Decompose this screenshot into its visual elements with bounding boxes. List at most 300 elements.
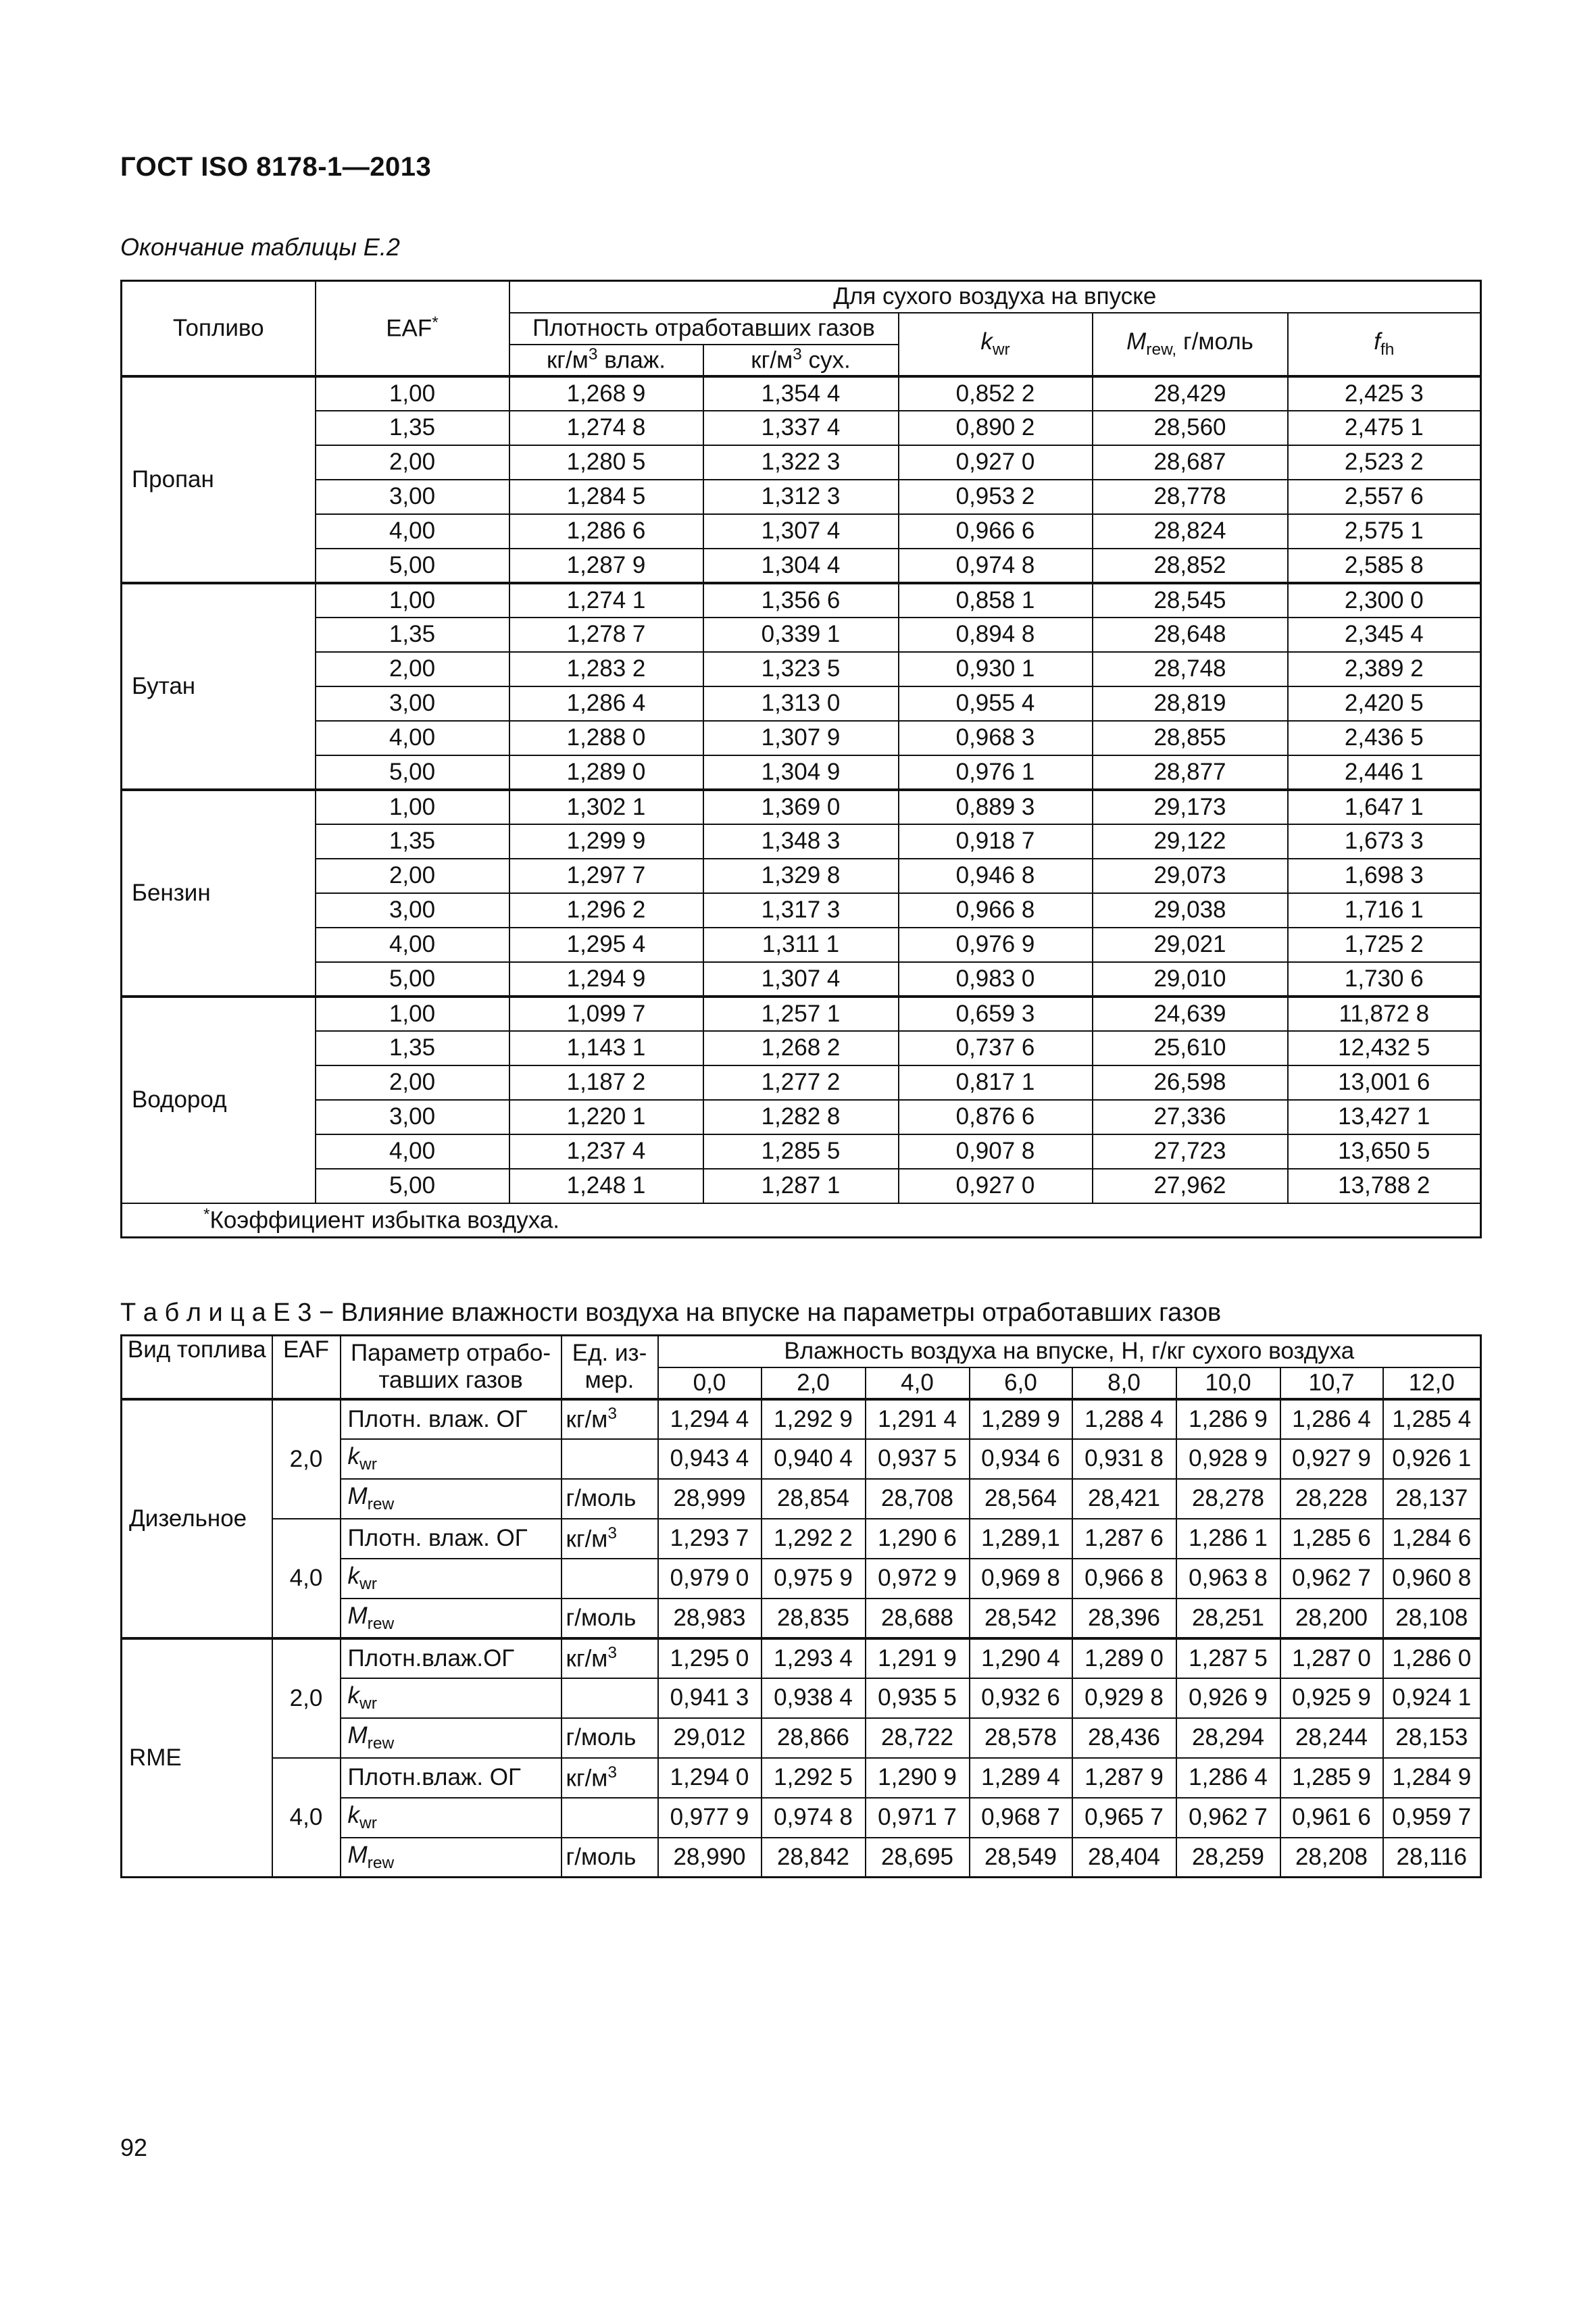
value-cell: 0,968 7: [970, 1798, 1072, 1838]
density-dry-cell: 1,322 3: [703, 445, 899, 480]
density-wet-cell: 1,295 4: [509, 928, 703, 962]
unit-superscript: 3: [607, 1644, 618, 1663]
header-wet-unit: $кг/м^3$ влаж.: [509, 345, 703, 376]
value-cell: 0,937 5: [866, 1439, 970, 1479]
value-cell: 28,396: [1072, 1599, 1176, 1638]
kwr-cell: 0,894 8: [899, 618, 1093, 652]
ffh-cell: 2,389 2: [1288, 652, 1481, 686]
density-wet-cell: 1,287 9: [509, 549, 703, 583]
density-dry-cell: 1,307 9: [703, 721, 899, 755]
mrew-cell: 29,038: [1093, 893, 1288, 928]
mrew-cell: 29,021: [1093, 928, 1288, 962]
value-cell: 1,286 9: [1176, 1399, 1280, 1439]
density-dry-cell: 1,317 3: [703, 893, 899, 928]
value-cell: 0,943 4: [658, 1439, 762, 1479]
ffh-cell: 2,523 2: [1288, 445, 1481, 480]
value-cell: 1,287 0: [1280, 1638, 1383, 1678]
value-cell: 0,928 9: [1176, 1439, 1280, 1479]
kwr-cell: 0,858 1: [899, 583, 1093, 618]
value-cell: 1,289 4: [970, 1758, 1072, 1798]
parameter-symbol: k: [347, 1802, 359, 1828]
value-cell: 1,285 9: [1280, 1758, 1383, 1798]
value-cell: 0,925 9: [1280, 1678, 1383, 1718]
eaf-cell: 4,0: [272, 1758, 341, 1878]
value-cell: 0,960 8: [1383, 1559, 1481, 1599]
value-cell: 0,974 8: [762, 1798, 866, 1838]
mrew-cell: 28,560: [1093, 411, 1288, 445]
unit-cell: [562, 1838, 658, 1878]
table-row: [122, 893, 1481, 928]
value-cell: 28,278: [1176, 1479, 1280, 1519]
eaf-cell: 2,00: [316, 1065, 509, 1100]
header-humidity-value: 8,0: [1072, 1367, 1176, 1399]
parameter-subscript: rew: [367, 1853, 395, 1872]
value-cell: 0,941 3: [658, 1678, 762, 1718]
value-cell: 1,290 9: [866, 1758, 970, 1798]
density-wet-cell: 1,299 9: [509, 824, 703, 859]
table-row: [122, 549, 1481, 583]
kwr-cell: 0,983 0: [899, 962, 1093, 997]
header-humidity-value: 4,0: [866, 1367, 970, 1399]
parameter-subscript: rew: [367, 1734, 395, 1753]
value-cell: 1,286 1: [1176, 1519, 1280, 1559]
table-row: [122, 721, 1481, 755]
value-cell: 0,935 5: [866, 1678, 970, 1718]
kwr-cell: 0,955 4: [899, 686, 1093, 721]
density-dry-cell: 1,348 3: [703, 824, 899, 859]
value-cell: 1,289 0: [1072, 1638, 1176, 1678]
kwr-cell: 0,976 9: [899, 928, 1093, 962]
header-dry-unit: $кг/м^3$ сух.: [703, 345, 899, 376]
density-wet-cell: 1,297 7: [509, 859, 703, 893]
value-cell: 28,578: [970, 1718, 1072, 1758]
kwr-cell: 0,852 2: [899, 376, 1093, 411]
value-cell: 28,244: [1280, 1718, 1383, 1758]
eaf-cell: 1,00: [316, 997, 509, 1031]
unit-cell: [562, 1798, 658, 1838]
kwr-cell: 0,659 3: [899, 997, 1093, 1031]
unit-cell: [562, 1479, 658, 1519]
density-dry-cell: 1,323 5: [703, 652, 899, 686]
table-row: [122, 686, 1481, 721]
mrew-cell: 28,855: [1093, 721, 1288, 755]
eaf-cell: 1,00: [316, 583, 509, 618]
mrew-cell: 28,748: [1093, 652, 1288, 686]
value-cell: 1,284 9: [1383, 1758, 1481, 1798]
value-cell: 1,285 4: [1383, 1399, 1481, 1439]
density-wet-cell: 1,248 1: [509, 1169, 703, 1203]
parameter-cell: Плотн.влаж. ОГ: [341, 1758, 562, 1798]
value-cell: 0,959 7: [1383, 1798, 1481, 1838]
value-cell: 1,287 6: [1072, 1519, 1176, 1559]
value-cell: 0,975 9: [762, 1559, 866, 1599]
value-cell: 28,842: [762, 1838, 866, 1878]
eaf-cell: 5,00: [316, 962, 509, 997]
value-cell: 28,708: [866, 1479, 970, 1519]
mrew-cell: 28,687: [1093, 445, 1288, 480]
parameter-cell: [341, 1798, 562, 1838]
ffh-cell: 1,716 1: [1288, 893, 1481, 928]
mrew-cell: 29,073: [1093, 859, 1288, 893]
value-cell: 28,259: [1176, 1838, 1280, 1878]
parameter-symbol: M: [347, 1841, 368, 1868]
value-cell: 1,293 4: [762, 1638, 866, 1678]
kwr-cell: 0,918 7: [899, 824, 1093, 859]
value-cell: 28,564: [970, 1479, 1072, 1519]
kwr-cell: 0,974 8: [899, 549, 1093, 583]
eaf-cell: 1,35: [316, 1031, 509, 1065]
parameter-cell: [341, 1678, 562, 1718]
ffh-cell: 12,432 5: [1288, 1031, 1481, 1065]
ffh-cell: 13,427 1: [1288, 1100, 1481, 1134]
ffh-cell: 2,300 0: [1288, 583, 1481, 618]
table-row: [122, 618, 1481, 652]
value-cell: 28,999: [658, 1479, 762, 1519]
mrew-cell: 24,639: [1093, 997, 1288, 1031]
value-cell: 0,931 8: [1072, 1439, 1176, 1479]
kwr-cell: 0,966 8: [899, 893, 1093, 928]
value-cell: 1,293 7: [658, 1519, 762, 1559]
mrew-cell: 28,545: [1093, 583, 1288, 618]
mrew-cell: 27,962: [1093, 1169, 1288, 1203]
fuel-cell: Бутан: [122, 583, 316, 790]
unit-text: г/моль: [566, 1843, 637, 1870]
table-row: [122, 480, 1481, 514]
ffh-cell: 2,475 1: [1288, 411, 1481, 445]
value-cell: 1,292 9: [762, 1399, 866, 1439]
value-cell: 1,291 9: [866, 1638, 970, 1678]
parameter-symbol: k: [347, 1682, 359, 1709]
value-cell: 28,990: [658, 1838, 762, 1878]
density-dry-cell: 1,312 3: [703, 480, 899, 514]
value-cell: 1,290 6: [866, 1519, 970, 1559]
value-cell: 1,290 4: [970, 1638, 1072, 1678]
density-dry-cell: 1,257 1: [703, 997, 899, 1031]
unit-superscript: 3: [607, 1763, 618, 1782]
eaf-cell: 2,0: [272, 1399, 341, 1519]
kwr-cell: 0,889 3: [899, 790, 1093, 824]
kwr-cell: 0,876 6: [899, 1100, 1093, 1134]
parameter-subscript: rew: [367, 1495, 395, 1513]
density-wet-cell: 1,268 9: [509, 376, 703, 411]
density-dry-cell: 1,285 5: [703, 1134, 899, 1169]
table-row: [122, 1031, 1481, 1065]
unit-text: кг/м: [566, 1645, 608, 1672]
table-row: [122, 997, 1481, 1031]
unit-cell: [562, 1519, 658, 1559]
table-row: [122, 962, 1481, 997]
table-row: [122, 1134, 1481, 1169]
value-cell: 1,284 6: [1383, 1519, 1481, 1559]
value-cell: 28,208: [1280, 1838, 1383, 1878]
unit-cell: [562, 1758, 658, 1798]
kwr-cell: 0,966 6: [899, 514, 1093, 549]
density-wet-cell: 1,294 9: [509, 962, 703, 997]
header-humidity: Влажность воздуха на впуске, H, г/кг сухого воздуха: [658, 1336, 1481, 1367]
value-cell: 1,292 5: [762, 1758, 866, 1798]
header-humidity-value: 6,0: [970, 1367, 1072, 1399]
density-dry-cell: 0,339 1: [703, 618, 899, 652]
eaf-cell: 1,00: [316, 790, 509, 824]
header-eaf: EAF*: [316, 281, 509, 376]
unit-cell: [562, 1678, 658, 1718]
unit-cell: [562, 1559, 658, 1599]
density-dry-cell: 1,277 2: [703, 1065, 899, 1100]
density-wet-cell: 1,099 7: [509, 997, 703, 1031]
value-cell: 1,288 4: [1072, 1399, 1176, 1439]
value-cell: 0,927 9: [1280, 1439, 1383, 1479]
table-row: [122, 376, 1481, 411]
value-cell: 28,542: [970, 1599, 1072, 1638]
value-cell: 0,977 9: [658, 1798, 762, 1838]
unit-cell: [562, 1399, 658, 1439]
parameter-cell: [341, 1599, 562, 1638]
density-dry-cell: 1,329 8: [703, 859, 899, 893]
value-cell: 0,966 8: [1072, 1559, 1176, 1599]
unit-superscript: 3: [607, 1405, 618, 1424]
header-humidity-value: 0,0: [658, 1367, 762, 1399]
ffh-cell: 2,557 6: [1288, 480, 1481, 514]
value-cell: 28,549: [970, 1838, 1072, 1878]
value-cell: 1,286 0: [1383, 1638, 1481, 1678]
mrew-cell: 26,598: [1093, 1065, 1288, 1100]
value-cell: 0,961 6: [1280, 1798, 1383, 1838]
ffh-cell: 1,673 3: [1288, 824, 1481, 859]
value-cell: 0,926 1: [1383, 1439, 1481, 1479]
parameter-symbol: M: [347, 1722, 368, 1749]
value-cell: 0,962 7: [1280, 1559, 1383, 1599]
value-cell: 0,926 9: [1176, 1678, 1280, 1718]
density-dry-cell: 1,304 4: [703, 549, 899, 583]
header-humidity-value: 2,0: [762, 1367, 866, 1399]
density-wet-cell: 1,302 1: [509, 790, 703, 824]
density-dry-cell: 1,307 4: [703, 514, 899, 549]
density-wet-cell: 1,283 2: [509, 652, 703, 686]
page-number: 92: [120, 2134, 148, 2161]
header-density: Плотность отработавших газов: [509, 313, 899, 345]
value-cell: 1,294 0: [658, 1758, 762, 1798]
kwr-cell: 0,890 2: [899, 411, 1093, 445]
eaf-cell: 4,00: [316, 514, 509, 549]
ffh-cell: 2,446 1: [1288, 755, 1481, 790]
eaf-cell: 4,00: [316, 721, 509, 755]
value-cell: 0,962 7: [1176, 1798, 1280, 1838]
density-wet-cell: 1,274 8: [509, 411, 703, 445]
ffh-cell: 13,001 6: [1288, 1065, 1481, 1100]
density-wet-cell: 1,187 2: [509, 1065, 703, 1100]
value-cell: 28,835: [762, 1599, 866, 1638]
fuel-type-cell: RME: [122, 1638, 272, 1878]
ffh-cell: 11,872 8: [1288, 997, 1481, 1031]
value-cell: 1,289,1: [970, 1519, 1072, 1559]
eaf-cell: 2,00: [316, 445, 509, 480]
mrew-cell: 28,778: [1093, 480, 1288, 514]
parameter-cell: Плотн.влаж.ОГ: [341, 1638, 562, 1678]
table-e3: [120, 1334, 1482, 1878]
kwr-cell: 0,817 1: [899, 1065, 1093, 1100]
value-cell: 28,200: [1280, 1599, 1383, 1638]
ffh-cell: 2,425 3: [1288, 376, 1481, 411]
eaf-cell: 1,35: [316, 411, 509, 445]
eaf-cell: 5,00: [316, 1169, 509, 1203]
density-dry-cell: 1,282 8: [703, 1100, 899, 1134]
value-cell: 0,972 9: [866, 1559, 970, 1599]
header-dry-air: Для сухого воздуха на впуске: [509, 281, 1481, 313]
value-cell: 28,116: [1383, 1838, 1481, 1878]
value-cell: 1,295 0: [658, 1638, 762, 1678]
density-dry-cell: 1,304 9: [703, 755, 899, 790]
mrew-cell: 28,877: [1093, 755, 1288, 790]
table-row: [122, 514, 1481, 549]
unit-text: кг/м: [566, 1765, 608, 1792]
value-cell: 28,251: [1176, 1599, 1280, 1638]
unit-text: кг/м: [566, 1526, 608, 1553]
eaf-cell: 3,00: [316, 480, 509, 514]
table-row: [122, 1169, 1481, 1203]
value-cell: 1,287 5: [1176, 1638, 1280, 1678]
parameter-cell: Плотн. влаж. ОГ: [341, 1519, 562, 1559]
density-wet-cell: 1,296 2: [509, 893, 703, 928]
kwr-cell: 0,968 3: [899, 721, 1093, 755]
header-ffh: $f_{fh}$: [1288, 313, 1481, 376]
value-cell: 0,924 1: [1383, 1678, 1481, 1718]
table-row: [122, 411, 1481, 445]
table-e2: [120, 280, 1482, 1238]
table-row: [122, 1638, 1481, 1678]
eaf-cell: 2,00: [316, 652, 509, 686]
value-cell: 28,108: [1383, 1599, 1481, 1638]
density-wet-cell: 1,289 0: [509, 755, 703, 790]
mrew-cell: 29,173: [1093, 790, 1288, 824]
eaf-cell: 3,00: [316, 1100, 509, 1134]
eaf-cell: 4,00: [316, 1134, 509, 1169]
value-cell: 0,969 8: [970, 1559, 1072, 1599]
mrew-cell: 27,336: [1093, 1100, 1288, 1134]
value-cell: 29,012: [658, 1718, 762, 1758]
density-wet-cell: 1,280 5: [509, 445, 703, 480]
density-dry-cell: 1,356 6: [703, 583, 899, 618]
value-cell: 28,866: [762, 1718, 866, 1758]
value-cell: 1,285 6: [1280, 1519, 1383, 1559]
value-cell: 28,421: [1072, 1479, 1176, 1519]
header-fuel: Топливо: [122, 281, 316, 376]
ffh-cell: 2,345 4: [1288, 618, 1481, 652]
density-wet-cell: 1,288 0: [509, 721, 703, 755]
ffh-cell: 1,647 1: [1288, 790, 1481, 824]
density-dry-cell: 1,313 0: [703, 686, 899, 721]
table-row: [122, 1519, 1481, 1559]
value-cell: 1,287 9: [1072, 1758, 1176, 1798]
ffh-cell: 2,585 8: [1288, 549, 1481, 583]
table-row: [122, 928, 1481, 962]
unit-superscript: 3: [607, 1524, 618, 1542]
value-cell: 0,932 6: [970, 1678, 1072, 1718]
parameter-subscript: wr: [359, 1694, 377, 1713]
density-dry-cell: 1,307 4: [703, 962, 899, 997]
value-cell: 0,929 8: [1072, 1678, 1176, 1718]
header-humidity-value: 10,0: [1176, 1367, 1280, 1399]
header-kwr: $k_{wr}$: [899, 313, 1093, 376]
value-cell: 0,938 4: [762, 1678, 866, 1718]
mrew-cell: 25,610: [1093, 1031, 1288, 1065]
mrew-cell: 28,819: [1093, 686, 1288, 721]
value-cell: 28,436: [1072, 1718, 1176, 1758]
unit-cell: [562, 1638, 658, 1678]
value-cell: 1,286 4: [1176, 1758, 1280, 1798]
kwr-cell: 0,927 0: [899, 445, 1093, 480]
parameter-subscript: wr: [359, 1814, 377, 1832]
value-cell: 28,688: [866, 1599, 970, 1638]
parameter-cell: [341, 1838, 562, 1878]
value-cell: 1,289 9: [970, 1399, 1072, 1439]
parameter-cell: [341, 1718, 562, 1758]
parameter-cell: [341, 1439, 562, 1479]
value-cell: 28,854: [762, 1479, 866, 1519]
eaf-cell: 1,00: [316, 376, 509, 411]
ffh-cell: 1,730 6: [1288, 962, 1481, 997]
density-wet-cell: 1,286 4: [509, 686, 703, 721]
mrew-cell: 28,429: [1093, 376, 1288, 411]
header-unit: Ед. из- мер.: [562, 1336, 658, 1399]
ffh-cell: 13,650 5: [1288, 1134, 1481, 1169]
value-cell: 28,228: [1280, 1479, 1383, 1519]
kwr-cell: 0,737 6: [899, 1031, 1093, 1065]
density-dry-cell: 1,311 1: [703, 928, 899, 962]
value-cell: 0,971 7: [866, 1798, 970, 1838]
eaf-cell: 4,0: [272, 1519, 341, 1638]
value-cell: 1,291 4: [866, 1399, 970, 1439]
value-cell: 28,294: [1176, 1718, 1280, 1758]
parameter-symbol: k: [347, 1443, 359, 1469]
eaf-cell: 2,00: [316, 859, 509, 893]
value-cell: 1,292 2: [762, 1519, 866, 1559]
kwr-cell: 0,927 0: [899, 1169, 1093, 1203]
ffh-cell: 1,698 3: [1288, 859, 1481, 893]
unit-cell: [562, 1439, 658, 1479]
table-row: [122, 859, 1481, 893]
density-wet-cell: 1,286 6: [509, 514, 703, 549]
mrew-cell: 29,010: [1093, 962, 1288, 997]
density-wet-cell: 1,274 1: [509, 583, 703, 618]
value-cell: 0,979 0: [658, 1559, 762, 1599]
ffh-cell: 1,725 2: [1288, 928, 1481, 962]
eaf-cell: 2,0: [272, 1638, 341, 1758]
eaf-cell: 5,00: [316, 755, 509, 790]
header-humidity-value: 10,7: [1280, 1367, 1383, 1399]
eaf-cell: 5,00: [316, 549, 509, 583]
kwr-cell: 0,930 1: [899, 652, 1093, 686]
parameter-subscript: wr: [359, 1455, 377, 1474]
value-cell: 0,934 6: [970, 1439, 1072, 1479]
eaf-cell: 1,35: [316, 618, 509, 652]
mrew-cell: 28,824: [1093, 514, 1288, 549]
value-cell: 1,294 4: [658, 1399, 762, 1439]
eaf-cell: 1,35: [316, 824, 509, 859]
density-wet-cell: 1,284 5: [509, 480, 703, 514]
density-wet-cell: 1,143 1: [509, 1031, 703, 1065]
density-dry-cell: 1,337 4: [703, 411, 899, 445]
ffh-cell: 2,420 5: [1288, 686, 1481, 721]
parameter-symbol: M: [347, 1483, 368, 1509]
value-cell: 28,153: [1383, 1718, 1481, 1758]
unit-text: кг/м: [566, 1406, 608, 1433]
ffh-cell: 2,436 5: [1288, 721, 1481, 755]
table-e2-footnote: *Коэффициент избытка воздуха.: [122, 1203, 1481, 1238]
kwr-cell: 0,976 1: [899, 755, 1093, 790]
value-cell: 28,137: [1383, 1479, 1481, 1519]
parameter-cell: Плотн. влаж. ОГ: [341, 1399, 562, 1439]
mrew-cell: 29,122: [1093, 824, 1288, 859]
